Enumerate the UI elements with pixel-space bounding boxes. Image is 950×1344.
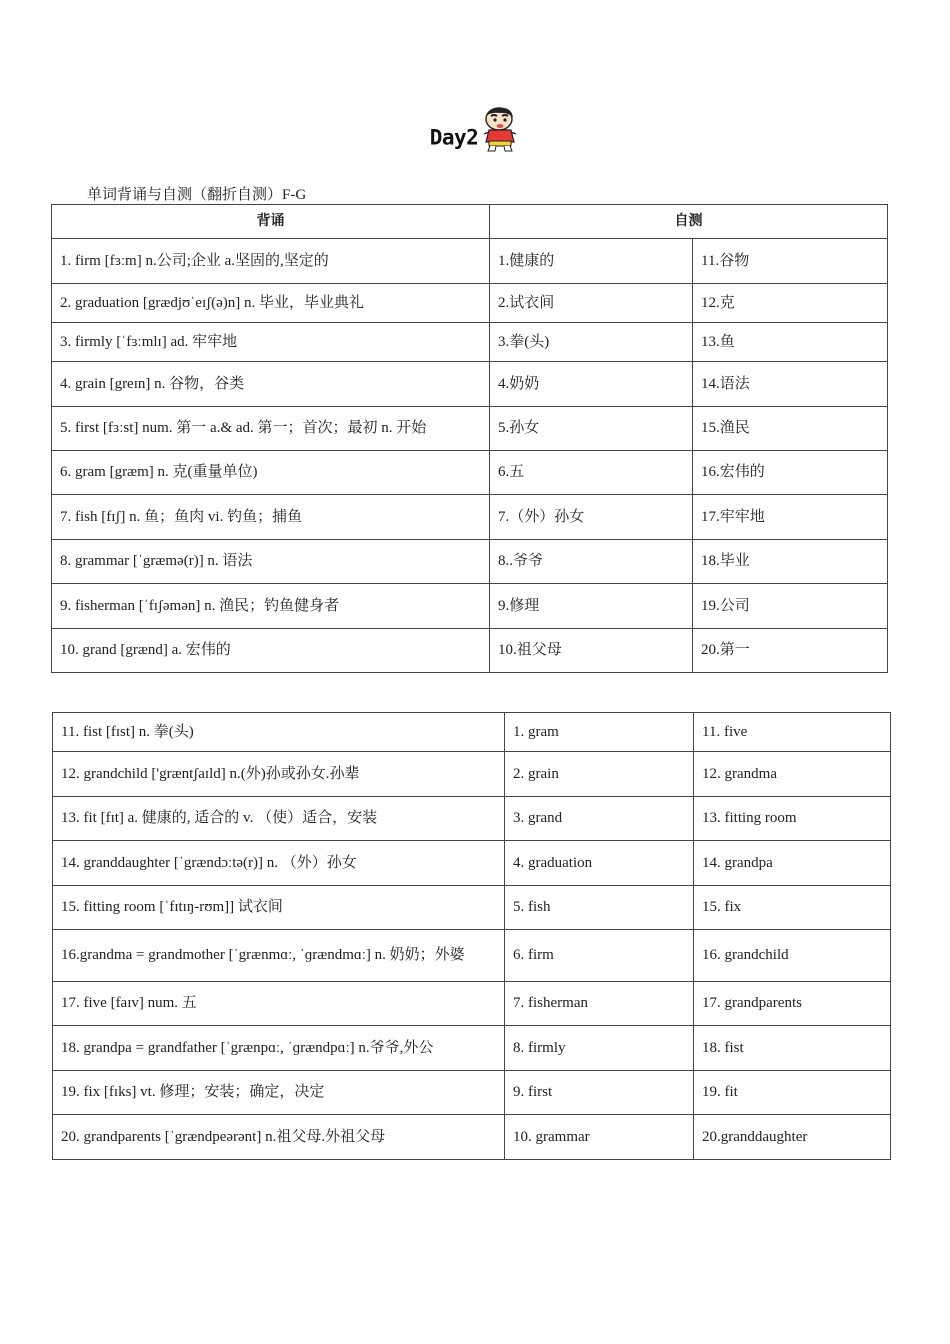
table-row	[52, 284, 888, 323]
entry-cell: 7. fish [fɪʃ] n. 鱼；鱼肉 vi. 钓鱼；捕鱼	[52, 495, 490, 540]
table-row	[53, 930, 891, 982]
entry-cell: 19. fix [fɪks] vt. 修理；安装；确定，决定	[53, 1071, 505, 1115]
test-cell: 17. grandparents	[694, 982, 891, 1026]
test-cell: 18.毕业	[693, 540, 888, 584]
entry-cell: 17. five [faɪv] num. 五	[53, 982, 505, 1026]
table-row	[53, 1071, 891, 1115]
subtitle: 单词背诵与自测（翻折自测）F-G	[87, 187, 307, 203]
entry-cell: 20. grandparents [ˈgrændpeərənt] n.祖父母.外祖父母	[53, 1115, 505, 1160]
page-title	[0, 112, 950, 163]
cartoon-boy-icon	[480, 106, 520, 157]
test-cell: 12.克	[693, 284, 888, 323]
test-cell: 10.祖父母	[490, 629, 693, 673]
test-cell: 1.健康的	[490, 239, 693, 284]
entry-cell: 5. first [fɜːst] num. 第一 a.& ad. 第一；首次；最初 n. 开始	[52, 407, 490, 451]
entry-cell: 18. grandpa = grandfather [ˈgrænpɑː, ˈɡrændpɑː] n.爷爷,外公	[53, 1026, 505, 1071]
table-row	[52, 239, 888, 284]
entry-cell: 13. fit [fɪt] a. 健康的, 适合的 v. （使）适合，安装	[53, 797, 505, 841]
test-cell: 2.试衣间	[490, 284, 693, 323]
test-cell: 11.谷物	[693, 239, 888, 284]
test-cell: 17.牢牢地	[693, 495, 888, 540]
test-cell: 12. grandma	[694, 752, 891, 797]
table-row	[52, 451, 888, 495]
entry-cell: 15. fitting room [ˈfɪtɪŋ-rʊm]] 试衣间	[53, 886, 505, 930]
table-row	[52, 495, 888, 540]
table-row	[53, 1026, 891, 1071]
test-cell: 9.修理	[490, 584, 693, 629]
entry-cell: 8. grammar [ˈgræmə(r)] n. 语法	[52, 540, 490, 584]
table-row	[52, 629, 888, 673]
entry-cell: 1. firm [fɜːm] n.公司;企业 a.坚固的,坚定的	[52, 239, 490, 284]
entry-cell: 3. firmly [ˈfɜːmlɪ] ad. 牢牢地	[52, 323, 490, 362]
test-cell: 6. firm	[505, 930, 694, 982]
entry-cell: 6. gram [græm] n. 克(重量单位)	[52, 451, 490, 495]
test-cell: 16. grandchild	[694, 930, 891, 982]
table-row	[52, 407, 888, 451]
entry-cell: 12. grandchild ['græntʃaɪld] n.(外)孙或孙女.孙辈	[53, 752, 505, 797]
test-cell: 6.五	[490, 451, 693, 495]
test-cell: 11. five	[694, 713, 891, 752]
table-row	[52, 362, 888, 407]
entry-cell: 10. grand [grænd] a. 宏伟的	[52, 629, 490, 673]
test-cell: 9. first	[505, 1071, 694, 1115]
test-cell: 20.granddaughter	[694, 1115, 891, 1160]
table-row	[52, 540, 888, 584]
vocabulary-table-2	[52, 712, 891, 1160]
table-row	[53, 841, 891, 886]
test-cell: 10. grammar	[505, 1115, 694, 1160]
table-row	[53, 797, 891, 841]
table-row	[52, 323, 888, 362]
entry-cell: 16.grandma = grandmother [ˈgrænmɑː, ˈɡrændmɑː] n. 奶奶；外婆	[53, 930, 505, 982]
test-cell: 15. fix	[694, 886, 891, 930]
test-cell: 7.（外）孙女	[490, 495, 693, 540]
test-cell: 7. fisherman	[505, 982, 694, 1026]
test-cell: 3. grand	[505, 797, 694, 841]
test-cell: 4. graduation	[505, 841, 694, 886]
test-cell: 1. gram	[505, 713, 694, 752]
vocabulary-table-1	[51, 204, 888, 673]
test-cell: 13. fitting room	[694, 797, 891, 841]
entry-cell: 2. graduation [grædjʊˈeɪʃ(ə)n] n. 毕业，毕业典礼	[52, 284, 490, 323]
header-self-test: 自测	[490, 205, 888, 239]
test-cell: 15.渔民	[693, 407, 888, 451]
table-row	[53, 752, 891, 797]
day-title: Day2	[429, 125, 479, 150]
table-row	[53, 1115, 891, 1160]
test-cell: 3.拳(头)	[490, 323, 693, 362]
test-cell: 13.鱼	[693, 323, 888, 362]
test-cell: 20.第一	[693, 629, 888, 673]
table-header-row	[52, 205, 888, 239]
test-cell: 5.孙女	[490, 407, 693, 451]
test-cell: 14. grandpa	[694, 841, 891, 886]
table-row	[52, 584, 888, 629]
entry-cell: 14. granddaughter [ˈgrændɔːtə(r)] n. （外）孙女	[53, 841, 505, 886]
table-row	[53, 982, 891, 1026]
test-cell: 18. fist	[694, 1026, 891, 1071]
test-cell: 5. fish	[505, 886, 694, 930]
test-cell: 19.公司	[693, 584, 888, 629]
entry-cell: 9. fisherman [ˈfɪʃəmən] n. 渔民；钓鱼健身者	[52, 584, 490, 629]
test-cell: 16.宏伟的	[693, 451, 888, 495]
test-cell: 14.语法	[693, 362, 888, 407]
table-row	[53, 886, 891, 930]
header-memorize: 背诵	[52, 205, 490, 239]
test-cell: 4.奶奶	[490, 362, 693, 407]
test-cell: 19. fit	[694, 1071, 891, 1115]
entry-cell: 11. fist [fɪst] n. 拳(头)	[53, 713, 505, 752]
table-row	[53, 713, 891, 752]
test-cell: 8..爷爷	[490, 540, 693, 584]
test-cell: 8. firmly	[505, 1026, 694, 1071]
test-cell: 2. grain	[505, 752, 694, 797]
entry-cell: 4. grain [greɪn] n. 谷物，谷类	[52, 362, 490, 407]
